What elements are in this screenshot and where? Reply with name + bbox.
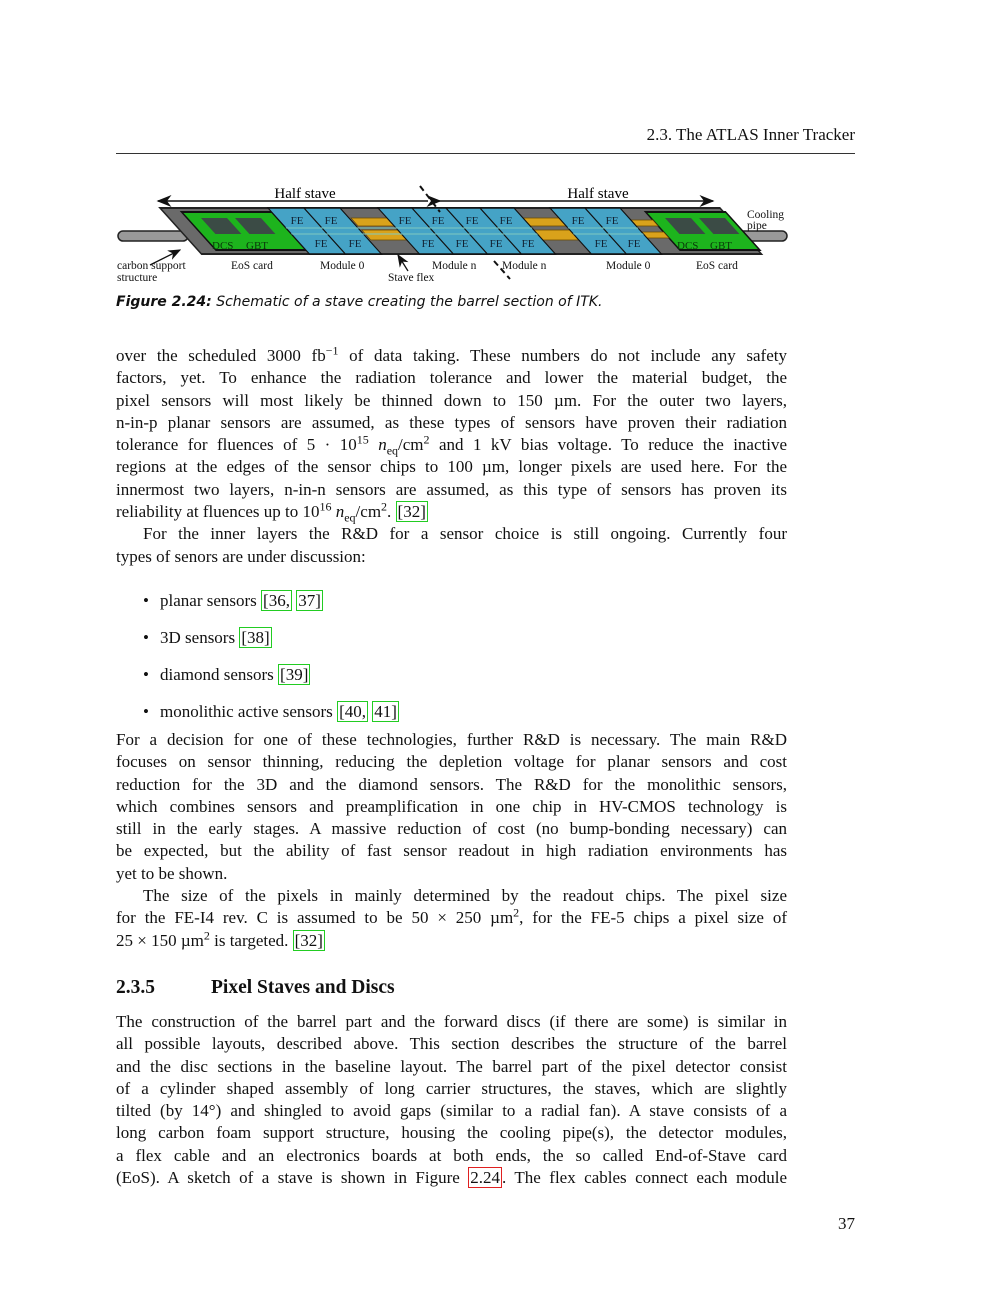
text-line: reduction for the 3D and the diamond sensors. The R&D for the monolithic sensors, [116, 774, 787, 794]
subscript: eq [344, 510, 356, 525]
superscript: 2 [513, 905, 520, 920]
svg-text:structure: structure [117, 272, 158, 284]
running-header: 2.3. The ATLAS Inner Tracker [646, 125, 855, 144]
half-stave-label-left: Half stave [274, 186, 336, 202]
list-item: • diamond sensors [39] [116, 656, 787, 693]
svg-text:Module n: Module n [432, 260, 477, 272]
text-line: tilted (by 14°) and shingled to avoid gaps (similar to a radial fan). A stave consists of a [116, 1101, 787, 1121]
svg-text:DCS: DCS [212, 240, 234, 252]
section-number: 2.3.5 [116, 977, 155, 998]
text-line: long carbon foam support structure, housing the cooling pipe(s), the detector modules, [116, 1123, 787, 1143]
svg-text:DCS: DCS [677, 240, 699, 252]
list-item: • 3D sensors [38] [116, 619, 787, 656]
caption-text: Schematic of a stave creating the barrel section of ITK. [211, 294, 603, 310]
svg-text:FE: FE [455, 238, 469, 250]
svg-text:carbon support: carbon support [117, 260, 186, 272]
svg-text:FE: FE [571, 215, 585, 227]
text-line: reliability at fluences up to $10^{16}$ $n_{eq}/cm^2$. [32] [116, 499, 426, 525]
figure-caption [116, 292, 816, 312]
subscript: eq [386, 443, 399, 458]
text-line: n-in-p planar sensors are assumed, as these types of sensors have proven their radiation [116, 412, 787, 432]
caption-label: Figure 2.24: [116, 294, 212, 310]
svg-text:Cooling: Cooling [747, 209, 785, 221]
list-item: • monolithic active sensors [40, 41] [116, 693, 787, 730]
text-line: tolerance for fluences of $5 \cdot 10^{15}$ $n_{eq}/cm^2$ and 1 kV bias voltage. To reduce the inactive [116, 432, 787, 458]
bullet-icon: • [143, 628, 149, 647]
svg-text:FE: FE [314, 238, 328, 250]
citation-link[interactable]: [40, [339, 702, 366, 721]
half-stave-label-right: Half stave [567, 186, 629, 202]
svg-text:FE: FE [465, 215, 479, 227]
svg-text:FE: FE [499, 215, 513, 227]
text-line: (EoS). A sketch of a stave is shown in Figure 2.24 . The flex cables connect each module [116, 1168, 788, 1188]
citation-link[interactable]: [38] [241, 628, 270, 647]
superscript: 2 [423, 432, 430, 447]
figure-reference-link[interactable]: 2.24 [470, 1168, 501, 1188]
svg-text:EoS card: EoS card [696, 260, 738, 272]
svg-text:Module n: Module n [502, 260, 547, 272]
text-line: For the inner layers the R&D for a sensor choice is still ongoing. Currently four [143, 524, 787, 544]
citation-link[interactable]: [32] [294, 930, 323, 950]
svg-text:FE: FE [324, 215, 338, 227]
text-line: yet to be shown. [116, 863, 228, 883]
header-rule [116, 153, 855, 154]
bullet-icon: • [143, 591, 149, 610]
text-line: still in the early stages. A massive reduction of cost (no bump-bonding necessary) can [116, 819, 787, 839]
svg-text:GBT: GBT [246, 240, 268, 252]
text-line: 25 × 150 µm$^2$ is targeted. [32] [116, 928, 323, 950]
text-line: pixel sensors will most likely be thinned down to 150 µm. For the outer two layers, [116, 390, 787, 410]
bullet-icon: • [143, 702, 149, 721]
sensor-type-list [116, 582, 787, 730]
text-line: For a decision for one of these technologies, further R&D is necessary. The main R&D [116, 730, 787, 749]
svg-text:GBT: GBT [710, 240, 732, 252]
page-number: 37 [838, 1214, 855, 1233]
svg-text:Stave flex: Stave flex [388, 272, 435, 284]
text-line: over the scheduled 3000 $fb^{-1}$ of data taking. These numbers do not include any safety [116, 343, 787, 365]
text-line: regions at the edges of the sensor chips to 100 µm, longer pixels are used here. For the [116, 457, 787, 477]
citation-link[interactable]: [36, [263, 591, 290, 610]
superscript: 2 [203, 928, 210, 943]
svg-text:FE: FE [521, 238, 535, 250]
svg-text:pipe: pipe [747, 220, 767, 232]
text-line: a flex cable and an electronics boards at both ends, the so called End-of-Stave card [116, 1145, 787, 1165]
svg-text:FE: FE [398, 215, 412, 227]
paragraph-staves [116, 1011, 787, 1189]
text-line: factors, yet. To enhance the radiation tolerance and lower the material budget, the [116, 368, 787, 388]
superscript: 16 [319, 499, 332, 514]
text-line: innermost two layers, n-in-n sensors are assumed, as this type of sensors has proven its [116, 479, 787, 499]
text-line: for the FE-I4 rev. C is assumed to be 50 × 250 µm$^2$, for the FE-5 chips a pixel size of [116, 905, 787, 928]
svg-text:FE: FE [594, 238, 608, 250]
cooling-pipe-left [118, 231, 188, 241]
svg-text:FE: FE [605, 215, 619, 227]
math-variable: n [335, 502, 345, 522]
section-title: Pixel Staves and Discs [211, 977, 395, 998]
text-line: be expected, but the ability of fast sensor readout in high radiation environments has [116, 841, 787, 861]
text-line: The size of the pixels in mainly determined by the readout chips. The pixel size [143, 886, 787, 906]
paragraph-sensors [116, 345, 787, 568]
text-line: The construction of the barrel part and the forward discs (if there are some) is similar in [116, 1012, 787, 1031]
paragraph-rnd [116, 729, 787, 952]
superscript: 2 [381, 499, 388, 514]
svg-text:FE: FE [627, 238, 641, 250]
svg-text:FE: FE [290, 215, 304, 227]
superscript: −1 [325, 343, 339, 358]
citation-link[interactable]: [32] [397, 502, 426, 522]
text-line: which combines sensors and preamplification in one chip in HV-CMOS technology is [116, 796, 787, 816]
text-line: and the disc sections in the baseline layout. The barrel part of the pixel detector consist [116, 1056, 787, 1076]
text-line: focuses on sensor thinning, reducing the depletion voltage for planar sensors and cost [116, 752, 787, 772]
svg-text:Module 0: Module 0 [606, 260, 651, 272]
superscript: 15 [356, 432, 369, 447]
svg-text:Module 0: Module 0 [320, 260, 365, 272]
svg-text:FE: FE [431, 215, 445, 227]
svg-text:FE: FE [421, 238, 435, 250]
citation-link[interactable]: 41] [374, 702, 397, 721]
svg-text:FE: FE [489, 238, 503, 250]
svg-text:EoS card: EoS card [231, 260, 273, 272]
text-line: of a cylinder shaped assembly of long carrier structures, the staves, which are slightly [116, 1078, 787, 1098]
bullet-icon: • [143, 665, 149, 684]
text-line: types of senors are under discussion: [116, 546, 366, 566]
text-line: all possible layouts, described above. This section describes the structure of the barrel [116, 1034, 787, 1054]
section-heading [116, 975, 395, 1001]
math-variable: n [378, 435, 387, 455]
citation-link[interactable]: [39] [280, 665, 309, 684]
citation-link[interactable]: 37] [298, 591, 321, 610]
stave-schematic-figure [110, 180, 810, 290]
svg-text:FE: FE [348, 238, 362, 250]
list-item: • planar sensors [36, 37] [116, 582, 787, 619]
